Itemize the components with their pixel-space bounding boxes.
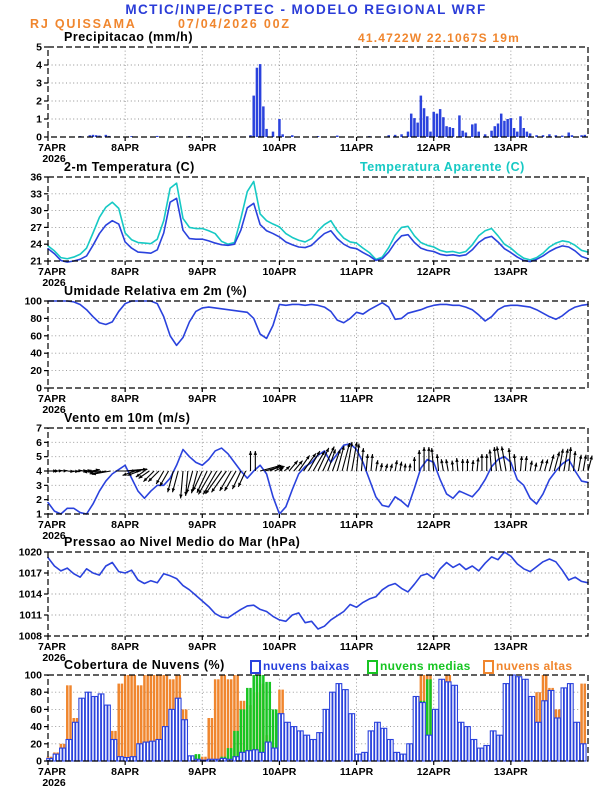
svg-text:8APR: 8APR	[111, 393, 140, 405]
svg-text:33: 33	[30, 188, 42, 201]
svg-text:60: 60	[30, 330, 42, 343]
panel-title-precipitation: Precipitacao (mm/h)	[64, 30, 193, 44]
svg-text:7APR: 7APR	[37, 393, 67, 405]
svg-text:11APR: 11APR	[339, 142, 374, 154]
svg-text:2: 2	[36, 95, 42, 108]
svg-text:12APR: 12APR	[416, 393, 451, 405]
svg-text:2026: 2026	[42, 277, 66, 289]
svg-text:1017: 1017	[18, 567, 42, 580]
page-title: MCTIC/INPE/CPTEC - MODELO REGIONAL WRF	[125, 2, 487, 17]
svg-text:9APR: 9APR	[188, 766, 217, 778]
svg-text:0: 0	[36, 755, 42, 768]
svg-text:10APR: 10APR	[262, 393, 297, 405]
svg-text:21: 21	[30, 255, 42, 268]
legend-mid-clouds: nuvens medias	[380, 659, 471, 673]
svg-text:2026: 2026	[42, 404, 66, 416]
svg-text:13APR: 13APR	[493, 766, 528, 778]
svg-text:7APR: 7APR	[37, 142, 67, 154]
svg-text:11APR: 11APR	[339, 519, 374, 531]
svg-text:2026: 2026	[42, 153, 66, 165]
svg-text:13APR: 13APR	[493, 266, 528, 278]
svg-text:2026: 2026	[42, 777, 66, 789]
svg-text:10APR: 10APR	[262, 266, 297, 278]
run-datetime: 07/04/2026 00Z	[178, 17, 291, 31]
panel-title-wind: Vento em 10m (m/s)	[64, 411, 191, 425]
location-coords: 41.4722W 22.1067S 19m	[358, 31, 520, 45]
svg-text:13APR: 13APR	[493, 519, 528, 531]
svg-text:10APR: 10APR	[262, 766, 297, 778]
svg-text:40: 40	[30, 347, 42, 360]
svg-text:60: 60	[30, 703, 42, 716]
legend-apparent-temperature: Temperatura Aparente (C)	[360, 160, 525, 174]
svg-text:11APR: 11APR	[339, 766, 374, 778]
panel-title-pressure: Pressao ao Nivel Medio do Mar (hPa)	[64, 535, 301, 549]
svg-text:1011: 1011	[19, 609, 42, 622]
svg-text:40: 40	[30, 721, 42, 734]
svg-text:3: 3	[36, 77, 42, 90]
svg-text:100: 100	[24, 669, 42, 682]
svg-text:7APR: 7APR	[37, 266, 67, 278]
svg-text:9APR: 9APR	[188, 641, 217, 653]
svg-text:1008: 1008	[18, 630, 42, 643]
svg-text:11APR: 11APR	[339, 266, 374, 278]
svg-text:2026: 2026	[42, 652, 66, 664]
svg-text:11APR: 11APR	[339, 641, 374, 653]
panel-title-clouds: Cobertura de Nuvens (%)	[64, 658, 225, 672]
svg-text:10APR: 10APR	[262, 519, 297, 531]
svg-text:1020: 1020	[18, 546, 42, 559]
svg-text:13APR: 13APR	[493, 393, 528, 405]
svg-text:30: 30	[30, 205, 42, 218]
svg-text:9APR: 9APR	[188, 393, 217, 405]
svg-text:8APR: 8APR	[111, 142, 140, 154]
svg-text:12APR: 12APR	[416, 766, 451, 778]
svg-text:36: 36	[30, 171, 42, 184]
svg-text:80: 80	[30, 312, 42, 325]
legend-high-clouds: nuvens altas	[496, 659, 573, 673]
svg-text:12APR: 12APR	[416, 641, 451, 653]
legend-low-clouds: nuvens baixas	[263, 659, 350, 673]
svg-text:9APR: 9APR	[188, 142, 217, 154]
svg-text:7: 7	[36, 422, 42, 435]
svg-text:13APR: 13APR	[493, 142, 528, 154]
svg-text:1014: 1014	[18, 588, 42, 601]
svg-text:8APR: 8APR	[111, 266, 140, 278]
svg-text:9APR: 9APR	[188, 519, 217, 531]
svg-text:7APR: 7APR	[37, 766, 67, 778]
svg-text:1: 1	[36, 508, 42, 521]
svg-text:80: 80	[30, 686, 42, 699]
svg-text:24: 24	[30, 238, 42, 251]
svg-text:7APR: 7APR	[37, 519, 67, 531]
svg-text:5: 5	[36, 41, 42, 54]
svg-text:7APR: 7APR	[37, 641, 67, 653]
svg-text:12APR: 12APR	[416, 519, 451, 531]
svg-text:8APR: 8APR	[111, 641, 140, 653]
station-name: RJ QUISSAMA	[30, 17, 137, 31]
svg-text:20: 20	[30, 365, 42, 378]
svg-text:10APR: 10APR	[262, 641, 297, 653]
svg-text:0: 0	[36, 131, 42, 144]
svg-text:5: 5	[36, 451, 42, 464]
svg-text:10APR: 10APR	[262, 142, 297, 154]
svg-text:2026: 2026	[42, 530, 66, 542]
svg-text:8APR: 8APR	[111, 519, 140, 531]
svg-text:9APR: 9APR	[188, 266, 217, 278]
svg-text:100: 100	[24, 295, 42, 308]
panel-title-temperature: 2-m Temperatura (C)	[64, 160, 195, 174]
svg-text:20: 20	[30, 738, 42, 751]
svg-text:4: 4	[36, 59, 42, 72]
svg-text:12APR: 12APR	[416, 142, 451, 154]
svg-text:8APR: 8APR	[111, 766, 140, 778]
svg-text:6: 6	[36, 436, 42, 449]
svg-text:27: 27	[30, 221, 42, 234]
svg-text:11APR: 11APR	[339, 393, 374, 405]
svg-text:4: 4	[36, 465, 42, 478]
svg-text:13APR: 13APR	[493, 641, 528, 653]
svg-text:1: 1	[36, 113, 42, 126]
svg-text:2: 2	[36, 494, 42, 507]
panel-title-humidity: Umidade Relativa em 2m (%)	[64, 284, 248, 298]
svg-text:0: 0	[36, 382, 42, 395]
svg-text:3: 3	[36, 479, 42, 492]
svg-text:12APR: 12APR	[416, 266, 451, 278]
